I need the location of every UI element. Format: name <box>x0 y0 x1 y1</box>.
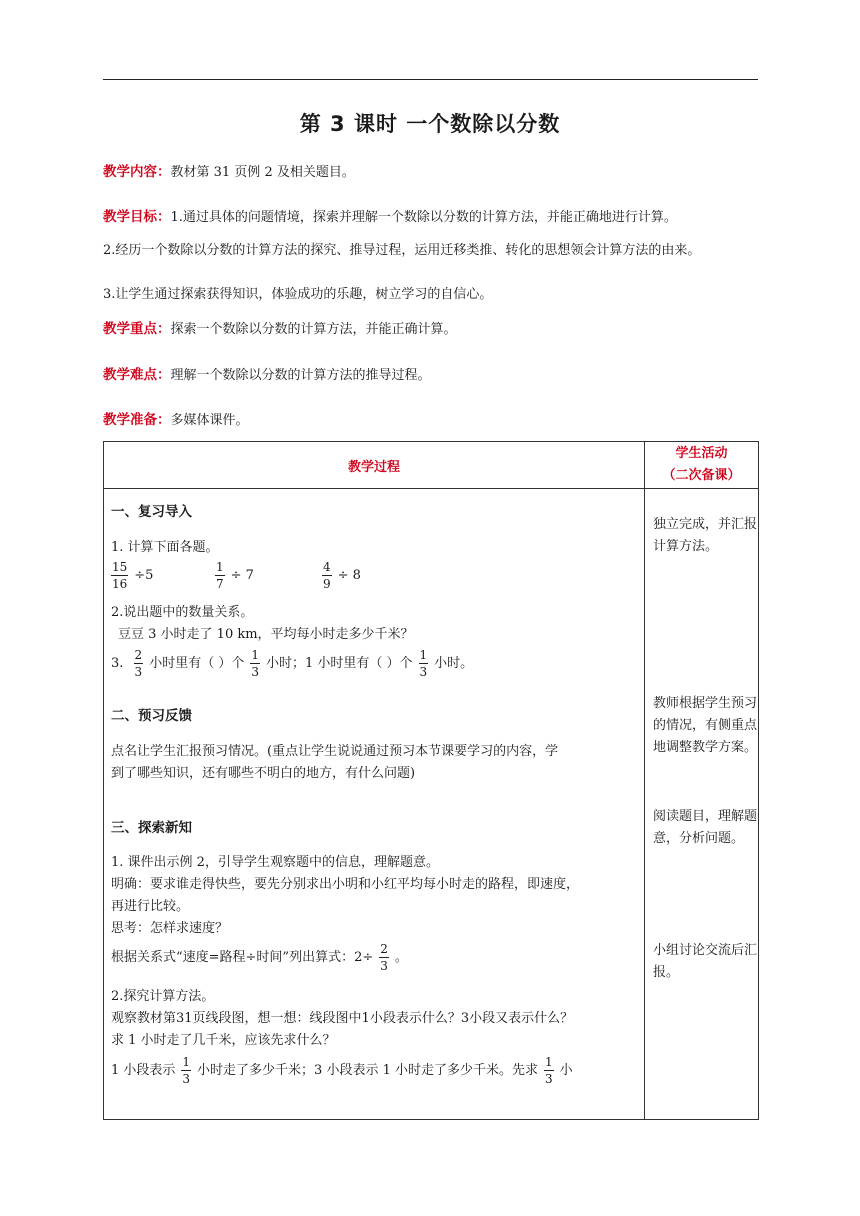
operator-text: ÷ 8 <box>337 568 361 583</box>
sec3-line8: 求 1 小时走了几千米，应该先求什么？ <box>111 1033 336 1048</box>
focus-label: 教学重点： <box>103 321 171 337</box>
page-title: 第 3 课时 一个数除以分数 <box>299 112 561 136</box>
difficulty-label: 教学难点： <box>103 367 171 383</box>
sec1-exercise-3 <box>316 559 361 592</box>
fraction: $\frac{2}{3}$ <box>380 942 388 973</box>
sec1-q2-text: 豆豆 3 小时走了 10 km，平均每小时走多少千米？ <box>118 627 414 642</box>
sec3-line9-a: 1 小段表示 <box>111 1063 176 1078</box>
header-student-line1: 学生活动 <box>675 446 728 461</box>
process-cell <box>104 489 645 1120</box>
content-label: 教学内容： <box>103 164 171 180</box>
content-text: 教材第 31 页例 2 及相关题目。 <box>170 165 355 180</box>
sec3-line6: 2.探究计算方法。 <box>111 989 215 1004</box>
sec2-line1: 点名让学生汇报预习情况。(重点让学生说说通过预习本节课要学习的内容，学 <box>111 744 559 759</box>
sec3-line7: 观察教材第31页线段图，想一想：线段图中1小段表示什么？3小段又表示什么？ <box>111 1011 574 1026</box>
sec3-line3: 再进行比较。 <box>111 899 190 914</box>
goal-label: 教学目标： <box>103 209 171 225</box>
sec1-exercise-2 <box>209 559 254 592</box>
section-2-title: 二、预习反馈 <box>111 708 192 724</box>
sec1-q2: 2.说出题中的数量关系。 <box>111 605 254 620</box>
sec3-line9 <box>111 1054 573 1087</box>
side-note-2: 教师根据学生预习的情况，有侧重点地调整教学方案。 <box>653 696 758 755</box>
operator-text: ÷5 <box>134 568 154 583</box>
prep-label: 教学准备： <box>103 412 171 428</box>
sec2-line2: 到了哪些知识，还有哪些不明白的地方，有什么问题) <box>111 766 416 781</box>
fraction: $\frac{1}{3}$ <box>545 1055 553 1086</box>
difficulty-text: 理解一个数除以分数的计算方法的推导过程。 <box>170 368 431 383</box>
goal-2: 2.经历一个数除以分数的计算方法的探究、推导过程，运用迁移类推、转化的思想领会计算方法的由来。 <box>103 243 701 258</box>
sec3-line5 <box>111 941 408 974</box>
top-rule <box>103 79 758 80</box>
fraction: $\frac{15}{16}$ <box>112 560 128 591</box>
side-note-3: 阅读题目，理解题意，分析问题。 <box>653 809 758 846</box>
prep-text: 多媒体课件。 <box>170 413 249 428</box>
focus-text: 探索一个数除以分数的计算方法，并能正确计算。 <box>170 322 457 337</box>
sec1-q1: 1. 计算下面各题。 <box>111 540 219 555</box>
goal-1: 1.通过具体的问题情境，探索并理解一个数除以分数的计算方法，并能正确地进行计算。 <box>170 210 677 225</box>
sec3-line4: 思考：怎样求速度？ <box>111 921 229 936</box>
header-teaching-process: 教学过程 <box>104 442 645 489</box>
fraction: $\frac{2}{3}$ <box>134 648 143 679</box>
student-activity-cell <box>645 489 759 1120</box>
fraction: $\frac{1}{7}$ <box>216 560 224 591</box>
section-1-title: 一、复习导入 <box>111 504 192 520</box>
fraction: $\frac{1}{3}$ <box>251 648 259 679</box>
fraction: $\frac{1}{3}$ <box>182 1055 191 1086</box>
fraction: $\frac{4}{9}$ <box>323 560 331 591</box>
q3-text-3: 小时。 <box>434 656 474 671</box>
goal-3: 3.让学生通过探索获得知识，体验成功的乐趣，树立学习的自信心。 <box>103 287 493 302</box>
sec3-line9-c: 小 <box>559 1063 573 1078</box>
lesson-table <box>103 441 759 1120</box>
q3-prefix: 3. <box>111 656 124 671</box>
header-student-activity <box>645 442 759 489</box>
sec3-line2: 明确：要求谁走得快些，要先分别求出小明和小红平均每小时走的路程，即速度， <box>111 877 580 892</box>
sec1-q3 <box>111 647 473 680</box>
fraction: $\frac{1}{3}$ <box>419 648 428 679</box>
goal-row <box>103 207 677 228</box>
content-row <box>103 162 355 183</box>
sec3-line1: 1. 课件出示例 2，引导学生观察题中的信息，理解题意。 <box>111 855 439 870</box>
side-note-4: 小组讨论交流后汇报。 <box>653 943 758 980</box>
q3-text-1: 小时里有（ ）个 <box>149 656 245 671</box>
operator-text: ÷ 7 <box>230 568 254 583</box>
header-student-line2: （二次备课） <box>662 468 741 483</box>
section-3-title: 三、探索新知 <box>111 820 192 836</box>
difficulty-row <box>103 365 431 386</box>
sec1-exercise-row <box>111 559 153 592</box>
side-note-1: 独立完成，并汇报计算方法。 <box>653 517 758 554</box>
sec3-line9-b: 小时走了多少千米；3 小段表示 1 小时走了多少千米。先求 <box>197 1063 538 1078</box>
sec3-line5-text: 根据关系式“速度=路程÷时间”列出算式：2÷ <box>111 950 374 965</box>
q3-text-2: 小时；1 小时里有（ ）个 <box>265 656 413 671</box>
sec3-line5-end: 。 <box>394 950 408 965</box>
prep-row <box>103 410 249 431</box>
focus-row <box>103 319 457 340</box>
